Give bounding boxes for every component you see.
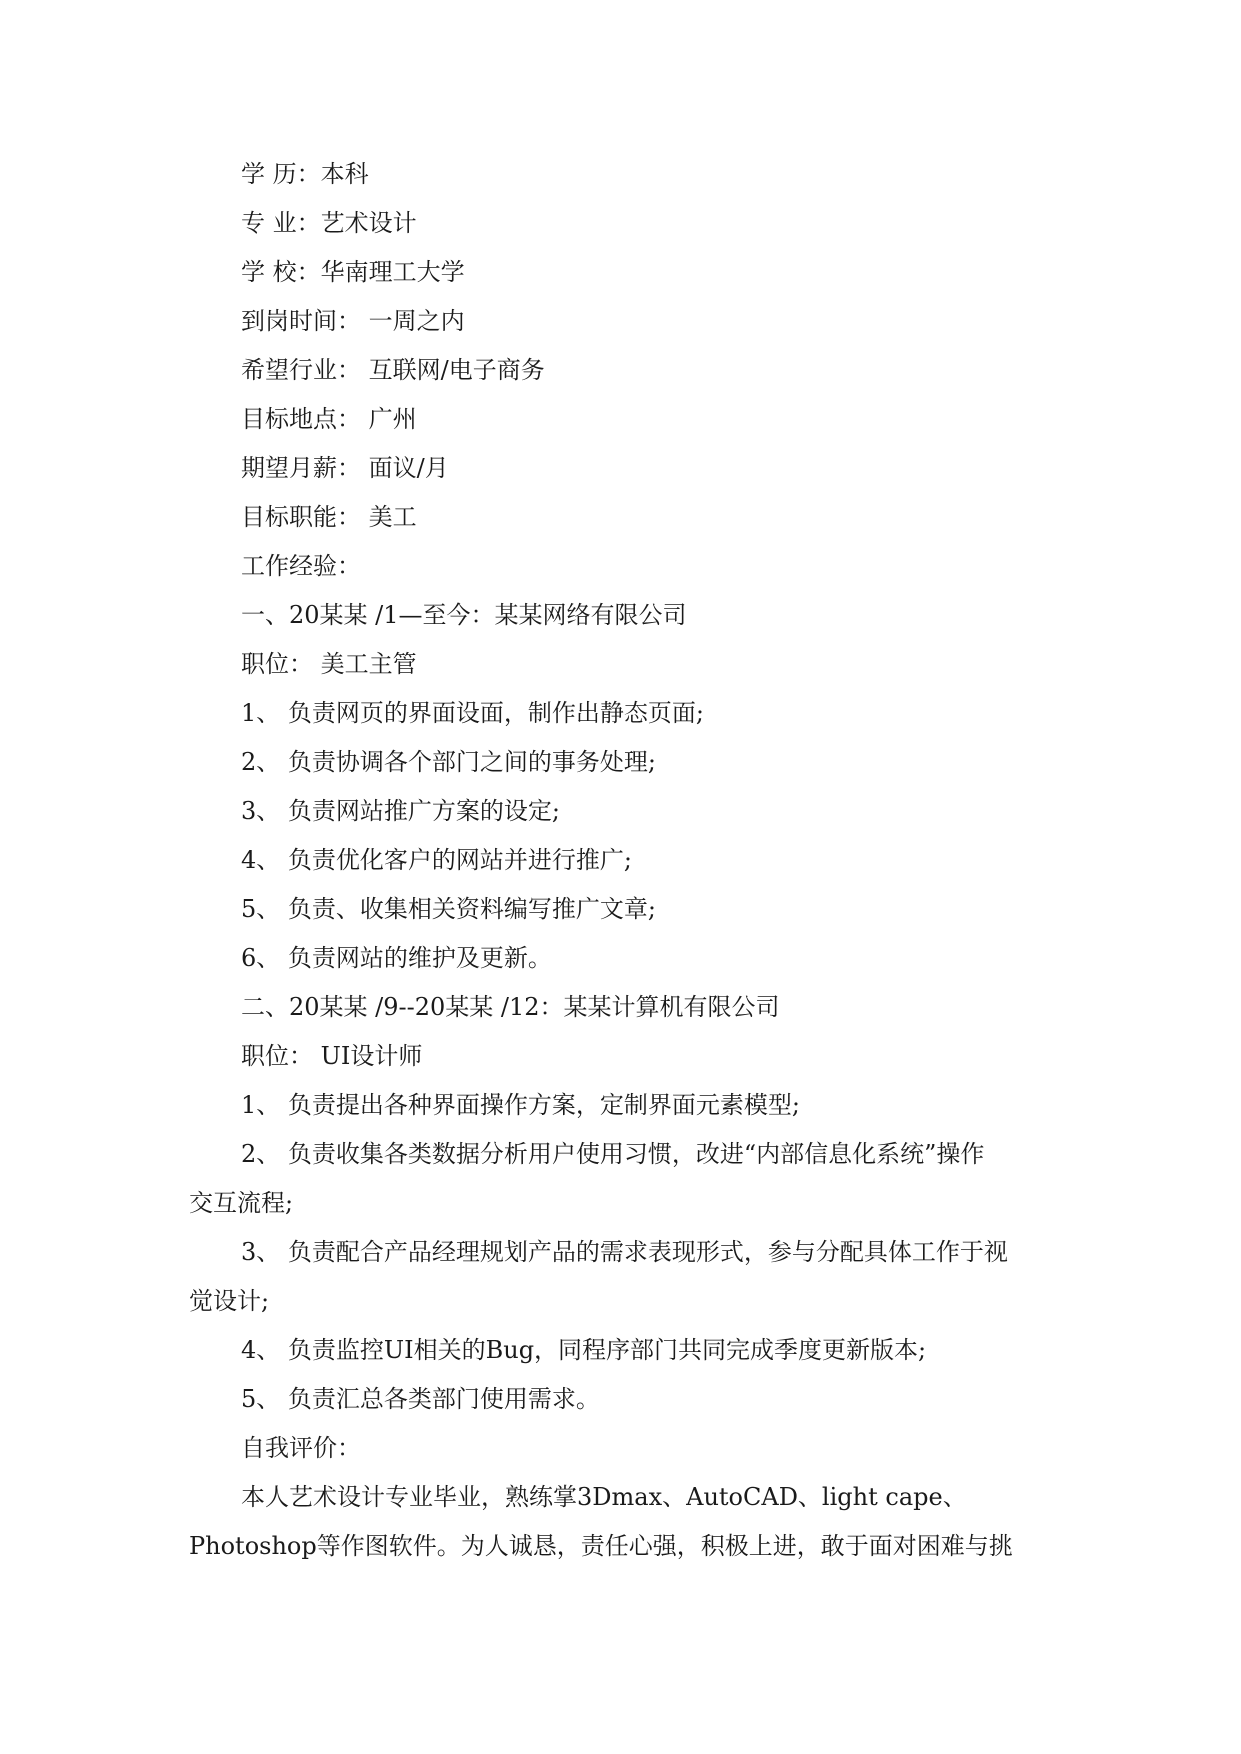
text-line: 2、 负责收集各类数据分析用户使用习惯，改进“内部信息化系统”操作 — [241, 1140, 985, 1168]
text-line: 专 业：艺术设计 — [241, 209, 417, 237]
text-line: 职位： UI设计师 — [241, 1042, 423, 1070]
text-line: 1、 负责网页的界面设面，制作出静态页面; — [241, 699, 704, 727]
text-line: 学 历：本科 — [241, 160, 369, 188]
text-line: 职位： 美工主管 — [241, 650, 417, 678]
text-line: 目标地点： 广州 — [241, 405, 417, 433]
text-line: 自我评价： — [241, 1434, 361, 1462]
text-line: 觉设计; — [189, 1287, 270, 1315]
text-line: 希望行业： 互联网/电子商务 — [241, 356, 545, 384]
text-line: 交互流程; — [189, 1189, 294, 1217]
text-line: 4、 负责优化客户的网站并进行推广; — [241, 846, 632, 874]
text-line: 工作经验： — [241, 552, 361, 580]
text-line: 5、 负责、收集相关资料编写推广文章; — [241, 895, 656, 923]
text-line: 目标职能： 美工 — [241, 503, 417, 531]
text-line: 3、 负责配合产品经理规划产品的需求表现形式，参与分配具体工作于视 — [241, 1238, 1008, 1266]
text-line: 学 校：华南理工大学 — [241, 258, 465, 286]
text-line: 2、 负责协调各个部门之间的事务处理; — [241, 748, 656, 776]
text-line: 二、20某某 /9--20某某 /12：某某计算机有限公司 — [241, 993, 780, 1021]
text-line: 4、 负责监控UI相关的Bug，同程序部门共同完成季度更新版本; — [241, 1336, 927, 1364]
text-line: 一、20某某 /1—至今：某某网络有限公司 — [241, 601, 687, 629]
text-line: 到岗时间： 一周之内 — [241, 307, 465, 335]
text-line: 1、 负责提出各种界面操作方案，定制界面元素模型; — [241, 1091, 800, 1119]
text-line: 本人艺术设计专业毕业，熟练掌3Dmax、AutoCAD、light cape、 — [241, 1483, 967, 1511]
text-line: 3、 负责网站推广方案的设定; — [241, 797, 560, 825]
text-line: 5、 负责汇总各类部门使用需求。 — [241, 1385, 600, 1413]
text-line: 期望月薪： 面议/月 — [241, 454, 449, 482]
text-line: 6、 负责网站的维护及更新。 — [241, 944, 552, 972]
document-body — [189, 150, 1051, 1571]
text-line: Photoshop等作图软件。为人诚恳，责任心强，积极上进，敢于面对困难与挑 — [189, 1532, 1013, 1560]
